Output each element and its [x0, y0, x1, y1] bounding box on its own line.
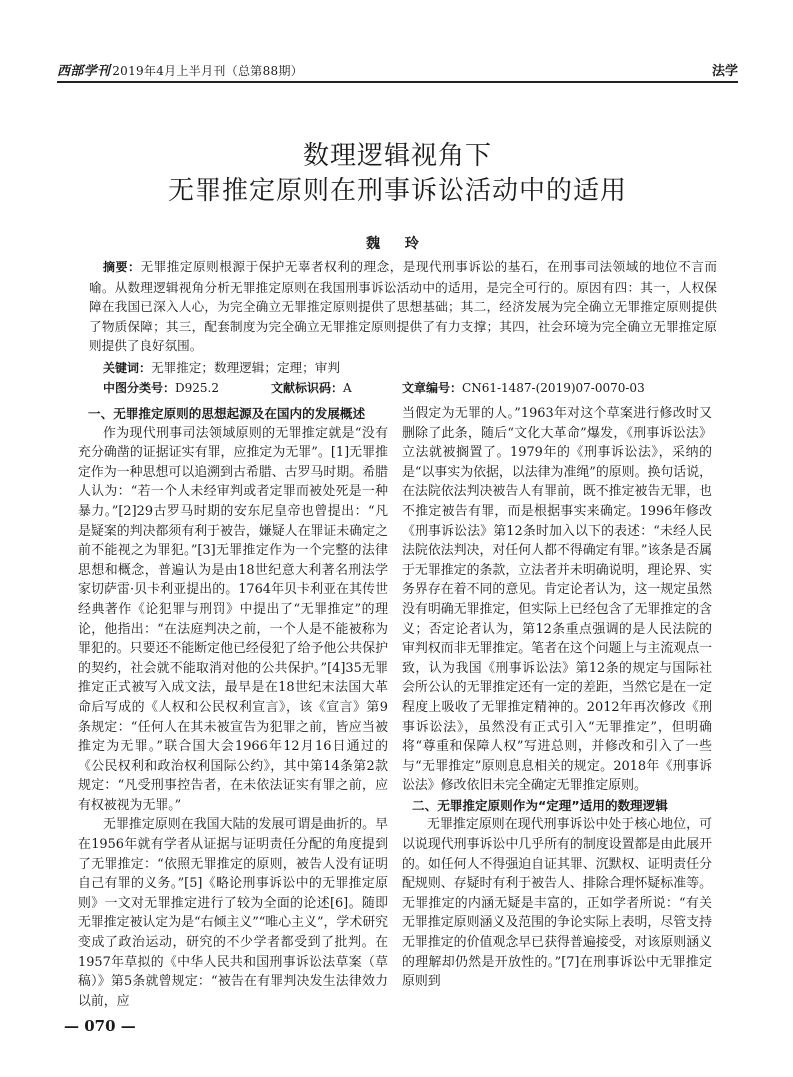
doc-code-value: A: [343, 380, 352, 395]
paragraph: 作为现代刑事司法领域原则的无罪推定就是“没有充分确凿的证据证实有罪，应推定为无罪”。[1]无罪推定作为一种思想可以追溯到古希腊、古罗马时期。希腊人认为：“若一个人未经审判或者定罪而被处死是一种暴力。”[2]29古罗马时期的安东尼皇帝也曾提出：“凡是疑案的判决都须有利于被告，嫌疑人在罪证未确定之前不能视之为罪犯。”[3]无罪推定作为一个完整的法律思想和概念，普遍认为是由18世纪意大利著名刑法学家切萨雷·贝卡利亚提出的。1764年贝卡利亚在其传世经典著作《论犯罪与刑罚》中提出了“无罪推定”的理论，他指出：“在法庭判决之前，一个人是不能被称为罪犯的。只要还不能断定他已经侵犯了给予他公共保护的契约，社会就不能取消对他的公共保护。”[4]35无罪推定正式被写入成文法，最早是在18世纪末法国大革命后写成的《人权和公民权利宣言》，该《宣言》第9条规定：“任何人在其未被宣告为犯罪之前，皆应当被推定为无罪。”联合国大会1966年12月16日通过的《公民权利和政治权利国际公约》，其中第14条第2款规定：“凡受刑事控告者，在未依法证实有罪之前，应有权被视为无罪。”: [78, 425, 388, 813]
abstract-text: 无罪推定原则根源于保护无辜者权利的理念，是现代刑事诉讼的基石，在刑事司法领域的地位不言而喻。从数理逻辑视角分析无罪推定原则在我国刑事诉讼活动中的适用，是完全可行的。原因有四：其一，人权保障在我国已深入人心，为完全确立无罪推定原则提供了思想基础；其二，经济发展为完全确立无罪推定原则提供了物质保障；其三，配套制度为完全确立无罪推定原则提供了有力支撑；其四，社会环境为完全确立无罪推定原则提供了良好氛围。: [89, 259, 717, 354]
section-1-heading: 一、无罪推定原则的思想起源及在国内的发展概述: [88, 406, 366, 421]
article-number: [402, 379, 645, 399]
header-rule: [57, 81, 738, 83]
abstract: [89, 257, 717, 356]
section-2-heading: 二、无罪推定原则作为“定理”适用的数理逻辑: [412, 797, 668, 813]
article-no-value: CN61-1487-(2019)07-0070-03: [462, 380, 645, 395]
journal-info: [57, 60, 303, 79]
paragraph: 无罪推定原则在现代刑事诉讼中处于核心地位，可以说现代刑事诉讼中几乎所有的制度设置都是由此展开的。如任何人不得强迫自证其罪、沉默权、证明责任分配规则、存疑时有利于被告人、排除合理怀疑标准等。无罪推定的内涵无疑是丰富的，正如学者所说：“有关无罪推定原则涵义及范围的争论实际上表明，尽管支持无罪推定的价值观念早已获得普遍接受，对该原则涵义的理解却仍然是开放性的。”[7]在刑事诉讼中无罪推定原则到: [402, 817, 712, 990]
right-column: [402, 404, 712, 992]
paragraph: 当假定为无罪的人。”1963年对这个草案进行修改时又删除了此条，随后“文化大革命”爆发，《刑事诉讼法》立法就被搁置了。1979年的《刑事诉讼法》，采纳的是“以事实为依据，以法律为准绳”的原则。换句话说，在法院依法判决被告人有罪前，既不推定被告无罪，也不推定被告有罪，而是根据事实来确定。1996年修改《刑事诉讼法》第12条时加入以下的表述：“未经人民法院依法判决，对任何人都不得确定有罪。”该条是否属于无罪推定的条款，立法者并未明确说明，理论界、实务界存在着不同的意见。肯定论者认为，这一规定虽然没有明确无罪推定，但实际上已经包含了无罪推定的含义；否定论者认为，第12条重点强调的是人民法院的审判权而非无罪推定。笔者在这个问题上与主流观点一致，认为我国《刑事诉讼法》第12条的规定与国际社会所公认的无罪推定还有一定的差距，当然它是在一定程度上吸收了无罪推定精神的。2012年再次修改《刑事诉讼法》，虽然没有正式引入“无罪推定”，但明确将“尊重和保障人权”写进总则，并修改和引入了一些与“无罪推定”原则息息相关的规定。2018年《刑事诉讼法》修改依旧未完全确定无罪推定原则。: [402, 406, 712, 794]
keywords-text: 无罪推定；数理逻辑；定理；审判: [151, 359, 340, 375]
title-line-2: 无罪推定原则在刑事诉讼活动中的适用: [167, 176, 627, 206]
section-label: 法学: [711, 64, 738, 79]
article-title: [57, 139, 738, 209]
journal-logo: 西部学刊: [57, 64, 111, 79]
classification-line: [89, 379, 717, 399]
running-header: [57, 58, 738, 80]
title-line-1: 数理逻辑视角下: [302, 141, 492, 171]
doc-code-label: 文献标识码：: [271, 380, 344, 395]
journal-issue: 2019年4月上半月刊（总第88期）: [112, 64, 304, 78]
clc-value: D925.2: [175, 380, 219, 395]
paragraph: 无罪推定原则在我国大陆的发展可谓是曲折的。早在1956年就有学者从证据与证明责任分配的角度提到了无罪推定：“依照无罪推定的原则，被告人没有证明自己有罪的义务。”[5]《略论刑事诉讼中的无罪推定原则》一文对无罪推定进行了较为全面的论述[6]。随即无罪推定被认定为是“右倾主义”“唯心主义”，学术研究变成了政治运动，研究的不少学者都受到了批判。在1957年草拟的《中华人民共和国刑事诉讼法草案（草稿）》第5条就曾规定：“被告在有罪判决发生法律效力以前，应: [78, 817, 388, 1009]
keywords: [89, 358, 717, 379]
clc-code: [103, 379, 271, 399]
keywords-label: 关键词：: [103, 360, 152, 375]
page-number: — 070 —: [64, 1017, 136, 1035]
abstract-block: [89, 257, 717, 398]
clc-label: 中图分类号：: [103, 380, 176, 395]
article-no-label: 文章编号：: [402, 380, 463, 395]
doc-code: [271, 379, 402, 399]
author-name: 魏 玲: [366, 236, 429, 252]
abstract-label: 摘要：: [103, 260, 141, 274]
left-column: [78, 404, 388, 1011]
